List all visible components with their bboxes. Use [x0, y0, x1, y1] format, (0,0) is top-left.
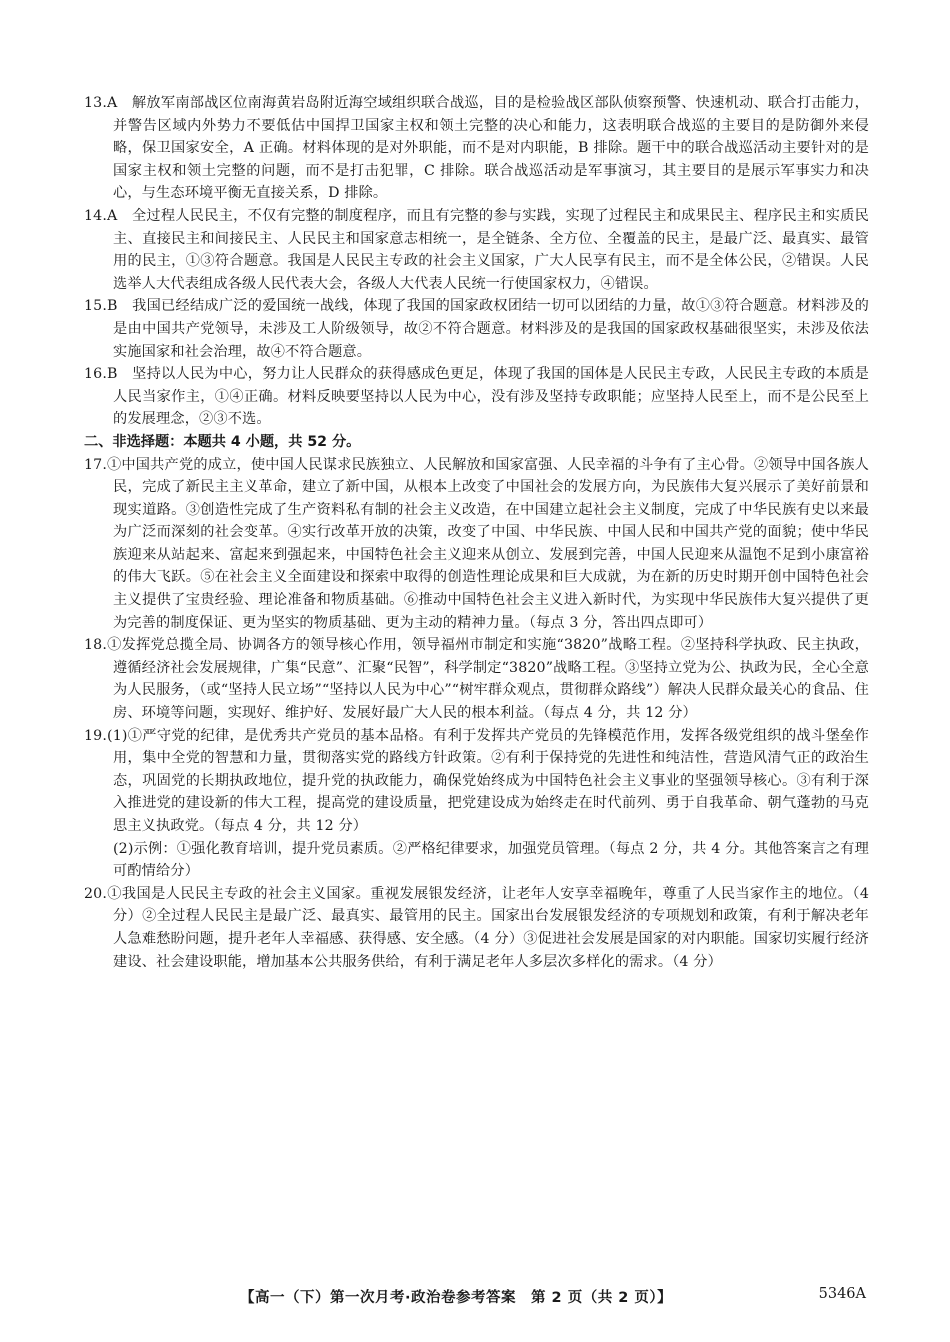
answer-text: ①我国是人民民主专政的社会主义国家。重视发展银发经济，让老年人安享幸福晚年，尊重了人民当家作主的地位。（4 分）②全过程人民民主是最广泛、最真实、最管用的民主。国家出台发展银发经济的专项规划和政策，有利于解决老年人急难愁盼问题，提升老年人幸福感、获得感、安全感。（4 分）③促进社会发展是国家的对内职能。国家切实履行经济建设、社会建设职能，增加基本公共服务供给，有利于满足老年人多层次多样化的需求。（4 分）: [107, 885, 869, 970]
footer-code: 5346A: [818, 1286, 866, 1302]
answer-text: B 坚持以人民为中心，努力让人民群众的获得感成色更足，体现了我国的国体是人民民主专政，人民民主专政的本质是人民当家作主，①④正确。材料反映要坚持以人民为中心，没有涉及坚持专政职能；应坚持人民至上，而不是公民至上的发展理念，②③不选。: [107, 366, 869, 428]
answer-number: 18.: [84, 637, 108, 654]
answer-content: [84, 92, 869, 973]
answer-text: ①发挥党总揽全局、协调各方的领导核心作用，领导福州市制定和实施“3820”战略工程。②坚持科学执政、民主执政，遵循经济社会发展规律，广集“民意”、汇聚“民智”，科学制定“3820”战略工程。③坚持立党为公、执政为民，全心全意为人民服务，（或“坚持人民立场”“坚持以人民为中心”“树牢群众观点，贯彻群众路线”）解决人民群众最关心的食品、住房、环境等问题，实现好、维护好、发展好最广大人民的根本利益。（每点 4 分，共 12 分）: [107, 637, 869, 722]
page-footer: [0, 1286, 950, 1310]
answer-number: 13.: [84, 95, 108, 111]
answer-number: 17.: [84, 456, 108, 473]
answer-number: 15.: [84, 298, 108, 315]
answer-17: [84, 454, 869, 635]
answer-number: 14.: [84, 207, 108, 224]
answer-19-part-2: (2)示例：①强化教育培训，提升党员素质。②严格纪律要求，加强党员管理。（每点 2 分，共 4 分。其他答案言之有理可酌情给分）: [113, 840, 869, 880]
footer-title: 【高一（下）第一次月考·政治卷参考答案 第 2 页（共 2 页）】: [240, 1290, 673, 1306]
answer-number: 16.: [84, 366, 108, 383]
answer-text: (1)①严守党的纪律，是优秀共产党员的基本品格。有利于发挥共产党员的先锋模范作用，发挥各级党组织的战斗堡垒作用，集中全党的智慧和力量，贯彻落实党的路线方针政策。②有利于保持党的先进性和纯洁性，营造风清气正的政治生态，巩固党的长期执政地位，提升党的执政能力，确保党始终成为中国特色社会主义事业的坚强领导核心。③有利于深入推进党的建设新的伟大工程，提高党的建设质量，把党建设成为始终走在时代前列、勇于自我革命、朝气蓬勃的马克思主义执政党。（每点 4 分，共 12 分）: [107, 727, 869, 834]
answer-13: [84, 92, 869, 205]
answer-19: [84, 725, 869, 838]
answer-15: [84, 295, 869, 363]
answer-20: [84, 883, 869, 973]
answer-text: A 解放军南部战区位南海黄岩岛附近海空域组织联合战巡，目的是检验战区部队侦察预警、快速机动、联合打击能力，并警告区域内外势力不要低估中国捍卫国家主权和领土完整的决心和能力，这表明联合战巡的主要目的是防御外来侵略，保卫国家安全，A 正确。材料体现的是对外职能，而不是对内职能，B 排除。题干中的联合战巡活动主要针对的是国家主权和领土完整的问题，而不是打击犯罪，C 排除。联合战巡活动是军事演习，其主要目的是展示军事实力和决心，与生态环境平衡无直接关系，D 排除。: [107, 95, 869, 202]
answer-text: B 我国已经结成广泛的爱国统一战线，体现了我国的国家政权团结一切可以团结的力量，故①③符合题意。材料涉及的是由中国共产党领导，未涉及工人阶级领导，故②不符合题意。材料涉及的是我国的国家政权基础很坚实，未涉及依法实施国家和社会治理，故④不符合题意。: [107, 298, 869, 360]
answer-number: 20.: [84, 885, 108, 902]
answer-18: [84, 634, 869, 724]
answer-16: [84, 363, 869, 431]
answer-text: ①中国共产党的成立，使中国人民谋求民族独立、人民解放和国家富强、人民幸福的斗争有了主心骨。②领导中国各族人民，完成了新民主主义革命，建立了新中国，从根本上改变了中国社会的发展方向，为民族伟大复兴展示了美好前景和现实道路。③创造性完成了生产资料私有制的社会主义改造，在中国建立起社会主义制度，完成了中华民族有史以来最为广泛而深刻的社会变革。④实行改革开放的决策，改变了中国、中华民族、中国人民和中国共产党的面貌；使中华民族迎来从站起来、富起来到强起来，中国特色社会主义迎来从创立、发展到完善，中国人民迎来从温饱不足到小康富裕的伟大飞跃。⑤在社会主义全面建设和探索中取得的创造性理论成果和巨大成就，为在新的历史时期开创中国特色社会主义提供了宝贵经验、理论准备和物质基础。⑥推动中国特色社会主义进入新时代，为实现中华民族伟大复兴提供了更为完善的制度保证、更为坚实的物质基础、更为主动的精神力量。（每点 3 分，答出四点即可）: [107, 456, 869, 631]
answer-text: A 全过程人民民主，不仅有完整的制度程序，而且有完整的参与实践，实现了过程民主和成果民主、程序民主和实质民主、直接民主和间接民主、人民民主和国家意志相统一，是全链条、全方位、全覆盖的民主，是最广泛、最真实、最管用的民主，①③符合题意。我国是人民民主专政的社会主义国家，广大人民享有民主，而不是全体公民，②错误。人民选举人大代表组成各级人民代表大会，各级人大代表人民统一行使国家权力，④错误。: [107, 207, 869, 292]
answer-number: 19.: [84, 727, 108, 744]
answer-14: [84, 205, 869, 295]
section-heading: 二、非选择题：本题共 4 小题，共 52 分。: [84, 433, 361, 450]
